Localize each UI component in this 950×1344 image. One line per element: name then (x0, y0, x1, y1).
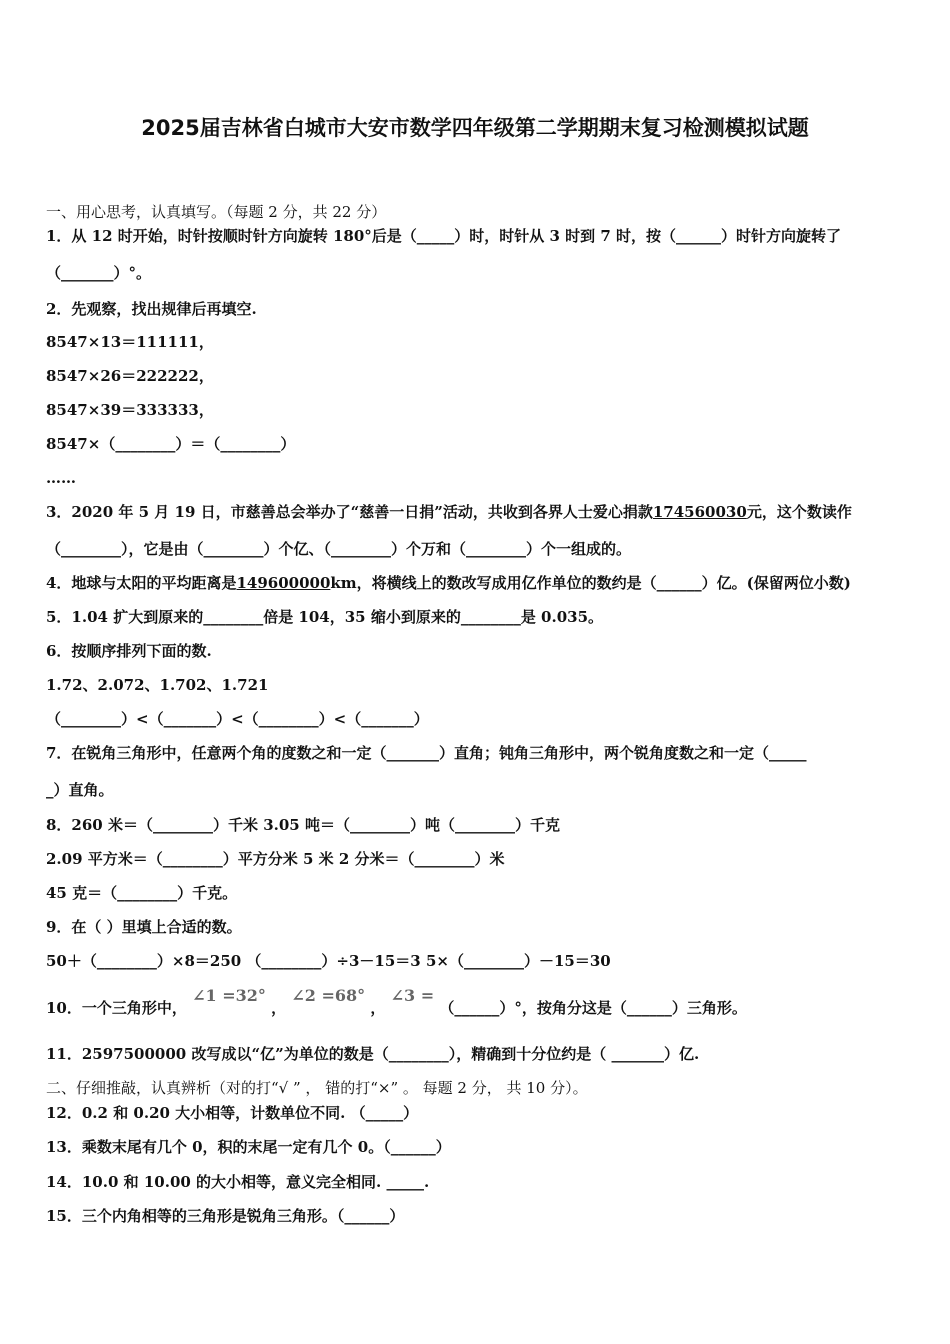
q4-text-b: km，将横线上的数改写成用亿作单位的数约是（______）亿。(保留两位小数) (330, 574, 851, 592)
q2-intro: 2．先观察，找出规律后再填空. (46, 300, 257, 318)
q5-line: 5．1.04 扩大到原来的________倍是 104，35 缩小到原来的________是 0.035。 (46, 608, 604, 626)
q10-prefix: 10．一个三角形中， (46, 999, 187, 1017)
q4-text-a: 4．地球与太阳的平均距离是 (46, 574, 237, 592)
q1-line2: （_______）°。 (46, 264, 152, 282)
q3-donation-number: 174560030 (652, 503, 747, 521)
q10-line (46, 986, 747, 1019)
q8-line2: 2.09 平方米＝（________）平方分米 5 米 2 分米＝（________）米 (46, 850, 505, 868)
q13-line: 13．乘数末尾有几个 0，积的末尾一定有几个 0。（______） (46, 1138, 451, 1156)
q15-line: 15．三个内角相等的三角形是锐角三角形。（______） (46, 1207, 405, 1225)
q3-line1-text-b: 元，这个数读作 (746, 503, 852, 521)
q2-eq2: 8547×26＝222222， (46, 367, 214, 385)
q10-angle2: ∠2 =68° (291, 986, 366, 1005)
q8-line1: 8．260 米＝（________）千米 3.05 吨＝（________）吨（________）千克 (46, 816, 560, 834)
q9-intro: 9．在（ ）里填上合适的数。 (46, 918, 242, 936)
q2-dots: …… (46, 469, 76, 487)
q4-distance-number: 149600000 (236, 574, 331, 592)
section-1-heading: 一、用心思考，认真填写。（每题 2 分，共 22 分） (46, 203, 387, 221)
q3-line1-text-a: 3．2020 年 5 月 19 日，市慈善总会举办了“慈善一日捐”活动，共收到各界人士爱心捐款 (46, 503, 653, 521)
q6-numbers: 1.72、2.072、1.702、1.721 (46, 676, 269, 694)
q10-suffix: （______）°，按角分这是（______）三角形。 (439, 999, 747, 1017)
q7-line2: _）直角。 (46, 781, 114, 799)
q6-order: （________）<（_______）<（________）<（_______） (46, 710, 429, 728)
section-2-heading: 二、仔细推敲，认真辨析（对的打“√ ” ， 错的打“×” 。 每题 2 分， 共 10 分）。 (46, 1079, 588, 1097)
q12-line: 12．0.2 和 0.20 大小相等，计数单位不同. （_____） (46, 1104, 419, 1122)
q8-line3: 45 克＝（________）千克。 (46, 884, 238, 902)
q6-intro: 6．按顺序排列下面的数. (46, 642, 212, 660)
q10-comma1: ， (271, 999, 287, 1017)
q10-angle3: ∠3 = (390, 986, 435, 1005)
q2-eq4: 8547×（________）＝（________） (46, 435, 296, 453)
q10-comma2: ， (370, 999, 386, 1017)
q3-line2: （________），它是由（________）个亿、（________）个万和（________）个一组成的。 (46, 540, 632, 558)
q2-eq3: 8547×39＝333333， (46, 401, 214, 419)
q2-eq1: 8547×13＝111111， (46, 333, 214, 351)
page-title: 2025届吉林省白城市大安市数学四年级第二学期期末复习检测模拟试题 (141, 116, 809, 140)
q14-line: 14．10.0 和 10.00 的大小相等，意义完全相同. _____. (46, 1173, 430, 1191)
q10-angle1: ∠1 =32° (192, 986, 266, 1005)
q9-equations: 50＋（________）×8＝250 （________）÷3－15＝3 5×（________）－15＝30 (46, 952, 611, 970)
q7-line1: 7．在锐角三角形中，任意两个角的度数之和一定（_______）直角；钝角三角形中，两个锐角度数之和一定（_____ (46, 744, 807, 762)
q3-line1 (46, 501, 852, 523)
q11-line: 11．2597500000 改写成以“亿”为单位的数是（________），精确到十分位约是（ _______）亿. (46, 1045, 700, 1063)
q4-line (46, 572, 851, 594)
q1-line1: 1．从 12 时开始，时针按顺时针方向旋转 180°后是（_____）时，时针从 3 时到 7 时，按（______）时针方向旋转了 (46, 227, 842, 245)
